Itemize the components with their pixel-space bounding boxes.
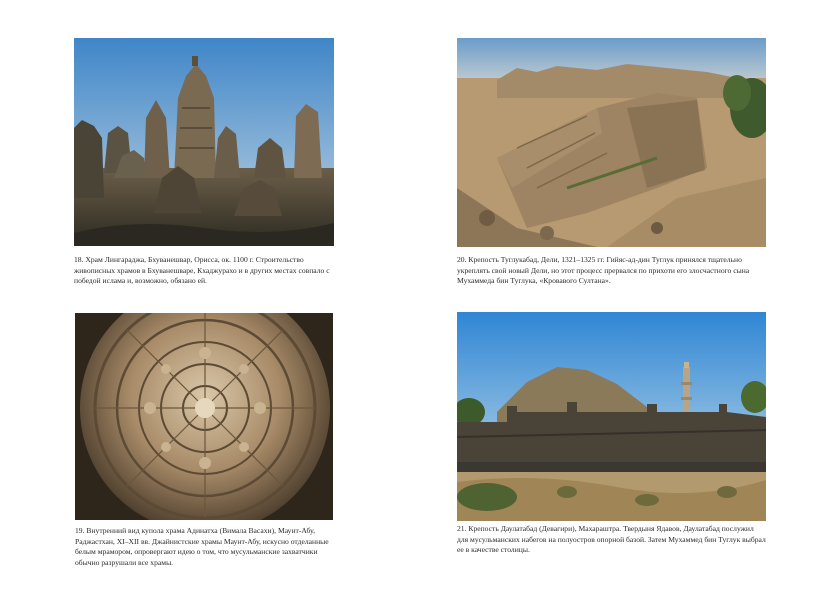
photo-tughlaqabad-fort (457, 38, 766, 247)
caption-plate-20: 20. Крепость Туглукабад, Дели, 1321–1325 гг. Гийяс-ад-дин Туглук принялся тщательно укреплять свой новый Дели, но этот процесс прервался по прихоти его злосчастного сына Мухаммеда бин Туглука, «Кровавого Султана». (457, 255, 750, 286)
photo-daulatabad-fort (457, 312, 766, 521)
photo-lingaraja-temple (74, 38, 334, 246)
photo-adinatha-dome (75, 313, 333, 520)
caption-plate-21: 21. Крепость Даулатабад (Девагири), Махараштра. Твердыня Ядавов, Даулатабад послужил для мусульманских набегов на полуостров опорной базой. Затем Мухаммед бин Туглук выбрал ее в качестве столицы. (457, 524, 766, 555)
caption-plate-19: 19. Внутренний вид купола храма Адинатха (Вимала Васахи), Маунт-Абу, Раджастхан, XI–XII вв. Джайнистские храмы Маунт-Абу, искусно отделанные белым мрамором, опровергают идею о том, что мусульманские захватчики обычно разрушали все храмы. (75, 526, 329, 567)
caption-plate-18: 18. Храм Лингараджа, Бхуванешвар, Орисса, ок. 1100 г. Строительство живописных храмов в Бхуванешваре, Кхаджурахо и в других местах совпало с победой ислама и, возможно, обязано ей. (74, 255, 330, 286)
